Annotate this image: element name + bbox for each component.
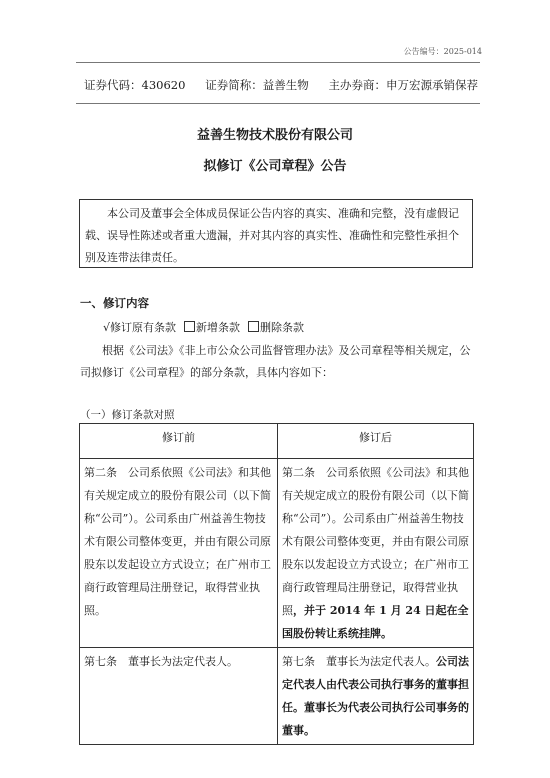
cell-after: 第七条 董事长为法定代表人。公司法定代表人由代表公司执行事务的董事担任。董事长为代表公司执行公司事务的董事。 xyxy=(278,648,474,745)
checkmark-icon: √ xyxy=(103,321,111,334)
revision-type-options xyxy=(103,319,304,335)
comparison-table xyxy=(79,423,474,745)
document-title: 拟修订《公司章程》公告 xyxy=(203,159,347,174)
column-before: 修订前 xyxy=(80,424,278,459)
column-after: 修订后 xyxy=(278,424,474,459)
option-add-clause: 新增条款 xyxy=(184,319,240,335)
table-row xyxy=(80,459,474,648)
announcement-number: 公告编号：2025-014 xyxy=(403,47,482,56)
added-text: 公司法定代表人由代表公司执行事务的董事担任。董事长为代表公司执行公司事务的董事。 xyxy=(282,655,469,737)
option-delete-clause: 删除条款 xyxy=(248,319,304,335)
cell-before: 第二条 公司系依照《公司法》和其他有关规定成立的股份有限公司（以下简称“公司”）。公司系由广州益善生物技术有限公司整体变更，并由有限公司原股东以发起设立方式设立；在广州市工商行政管理局注册登记，取得营业执照。 xyxy=(80,459,278,648)
table-header-row xyxy=(80,424,474,459)
table-row xyxy=(80,648,474,745)
sponsor-broker: 主办券商：申万宏源承销保荐 xyxy=(328,78,478,92)
header-rule-bottom xyxy=(76,103,480,104)
header-rule-top xyxy=(76,62,480,63)
empty-checkbox-icon xyxy=(248,321,259,332)
cell-before: 第七条 董事长为法定代表人。 xyxy=(80,648,278,745)
disclaimer-box: 本公司及董事会全体成员保证公告内容的真实、准确和完整，没有虚假记载、误导性陈述或者重大遗漏，并对其内容的真实性、准确性和完整性承担个别及连带法律责任。 xyxy=(79,199,473,268)
option-revise-existing: √修订原有条款 xyxy=(103,321,177,334)
intro-paragraph: 根据《公司法》《非上市公众公司监督管理办法》及公司章程等相关规定，公司拟修订《公司章程》的部分条款，具体内容如下： xyxy=(80,344,471,379)
section-heading: 一、修订内容 xyxy=(80,296,149,310)
company-name: 益善生物技术股份有限公司 xyxy=(196,128,353,143)
securities-header xyxy=(84,77,478,93)
added-text: ，并于 2014 年 1 月 24 日起在全国股份转让系统挂牌。 xyxy=(282,604,469,640)
subsection-heading: （一）修订条款对照 xyxy=(80,409,175,421)
empty-checkbox-icon xyxy=(184,321,195,332)
stock-name: 证券简称：益善生物 xyxy=(205,78,309,92)
stock-code: 证券代码：430620 xyxy=(84,78,186,92)
cell-after: 第二条 公司系依照《公司法》和其他有关规定成立的股份有限公司（以下简称“公司”）。公司系由广州益善生物技术有限公司整体变更，并由有限公司原股东以发起设立方式设立；在广州市工商行政管理局注册登记，取得营业执照，并于 2014 年 1 月 24 日起在全国股份转让系统挂牌。 xyxy=(278,459,474,648)
